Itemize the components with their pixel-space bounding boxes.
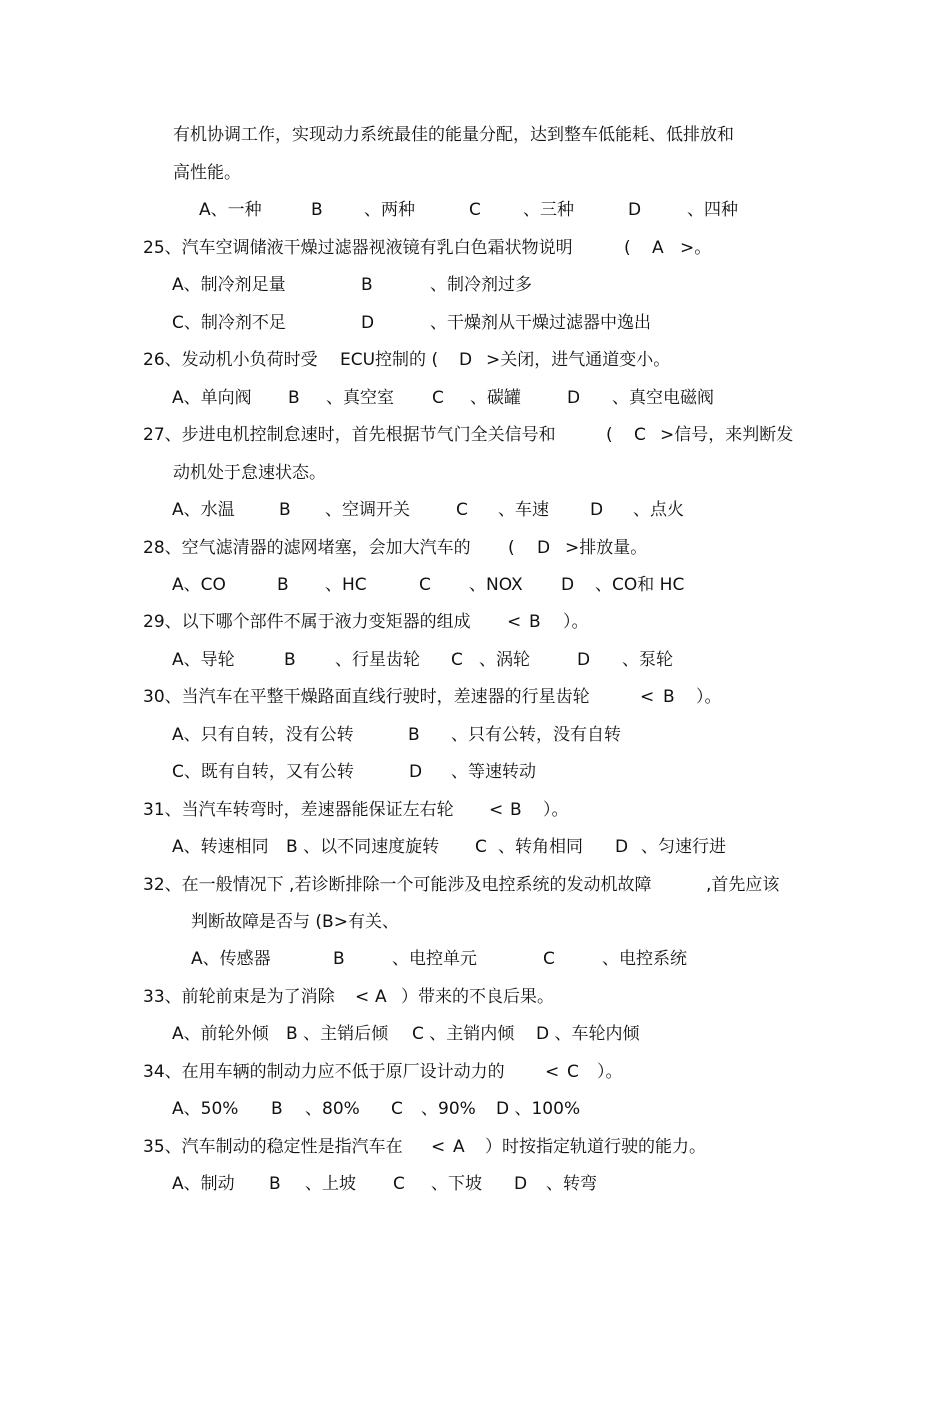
option-d-text: 、CO和 HC	[595, 575, 685, 595]
option-c-text: 、电控系统	[602, 949, 687, 969]
option-b-text: 、上坡	[305, 1174, 356, 1194]
option-c-text: 、车速	[498, 500, 549, 520]
option-c-text: 、转角相同	[498, 837, 583, 857]
option-c-letter: C	[419, 575, 431, 595]
option-b-text: 、HC	[325, 575, 367, 595]
option-b-text: 、两种	[364, 200, 415, 220]
question-line	[0, 535, 648, 561]
option-b-letter: B	[269, 1174, 281, 1194]
question-line	[0, 235, 712, 261]
option-c-text: 、下坡	[431, 1174, 482, 1194]
options-line	[0, 572, 685, 598]
option-d-text: 、等速转动	[451, 762, 536, 782]
option-d-text: 、泵轮	[622, 650, 673, 670]
option-d-letter: D	[514, 1174, 528, 1194]
question-tail: ）。	[563, 612, 589, 632]
answer-letter: B	[663, 687, 675, 707]
option-b: B 、以不同速度旋转	[286, 837, 440, 857]
question-tail: ）。	[543, 800, 569, 820]
question-tail: ,首先应该	[706, 875, 780, 895]
answer-letter: A	[375, 987, 387, 1007]
option-c-text: 、碳罐	[470, 388, 521, 408]
question-text: 27、步进电机控制怠速时，首先根据节气门全关信号和	[143, 425, 556, 445]
option-c-letter: C	[475, 837, 487, 857]
options-line	[0, 722, 621, 748]
option-c-text: 、三种	[523, 200, 574, 220]
option-d-text: 、四种	[687, 200, 738, 220]
question-text: 26、发动机小负荷时受	[143, 350, 318, 370]
option-d: D 、100%	[496, 1099, 581, 1119]
option-c-letter: C	[456, 500, 468, 520]
question-tail: ）时按指定轨道行驶的能力。	[485, 1137, 706, 1157]
options-line	[0, 647, 673, 673]
option-c-text: 、NOX	[469, 575, 523, 595]
option-d-text: 、转弯	[546, 1174, 597, 1194]
options-line	[0, 759, 536, 785]
question-text: 25、汽车空调储液干燥过滤器视液镜有乳白色霜状物说明	[143, 238, 573, 258]
line-text: 有机协调工作，实现动力系统最佳的能量分配，达到整车低能耗、低排放和	[173, 125, 734, 145]
question-line	[0, 422, 794, 448]
option-b-letter: B	[361, 275, 373, 295]
answer-letter: D	[459, 350, 473, 370]
option-c-letter: C	[451, 650, 463, 670]
option-a: A、转速相同	[172, 837, 269, 857]
answer-letter: C	[634, 425, 646, 445]
option-b-text: 、制冷剂过多	[430, 275, 532, 295]
options-line	[0, 197, 738, 223]
options-line	[0, 1171, 597, 1197]
question-text: 35、汽车制动的稳定性是指汽车在	[143, 1137, 403, 1157]
text-line	[0, 160, 241, 186]
bracket-open: <	[489, 800, 504, 820]
option-d: D 、车轮内倾	[536, 1024, 640, 1044]
option-d-letter: D	[577, 650, 591, 670]
question-line	[0, 1134, 706, 1160]
option-c-letter: C	[391, 1099, 403, 1119]
options-line	[0, 310, 651, 336]
question-line	[0, 797, 569, 823]
answer-letter: C	[567, 1062, 579, 1082]
option-c-text: 、涡轮	[479, 650, 530, 670]
question-line	[0, 609, 589, 635]
option-c-letter: C	[432, 388, 444, 408]
question-text-2: ECU控制的 (	[340, 350, 439, 370]
question-text: 28、空气滤清器的滤网堵塞，会加大汽车的	[143, 538, 471, 558]
option-d-letter: D	[361, 313, 375, 333]
answer-letter: A	[652, 238, 664, 258]
option-a: A、制冷剂足量	[172, 275, 286, 295]
bracket-open: <	[640, 687, 655, 707]
question-line	[0, 872, 780, 898]
option-a: A、传感器	[191, 949, 271, 969]
bracket-open: <	[545, 1062, 560, 1082]
option-b-letter: B	[279, 500, 291, 520]
text-line	[0, 460, 326, 486]
option-a: A、只有自转，没有公转	[172, 725, 354, 745]
options-line	[0, 385, 714, 411]
option-a: A、CO	[172, 575, 226, 595]
option-b-letter: B	[284, 650, 296, 670]
question-tail: >排放量。	[565, 538, 648, 558]
question-tail: ）。	[597, 1062, 623, 1082]
question-text: 33、前轮前束是为了消除	[143, 987, 335, 1007]
option-a: A、导轮	[172, 650, 235, 670]
option-d-letter: D	[590, 500, 604, 520]
question-tail: >信号，来判断发	[660, 425, 794, 445]
question-line	[0, 984, 554, 1010]
option-b-text: 、电控单元	[392, 949, 477, 969]
option-d-letter: D	[409, 762, 423, 782]
option-d-letter: D	[567, 388, 581, 408]
bracket-open: <	[355, 987, 370, 1007]
question-text: 32、在一般情况下 ,若诊断排除一个可能涉及电控系统的发动机故障	[143, 875, 652, 895]
option-b-letter: B	[333, 949, 345, 969]
option-c-letter: C	[393, 1174, 405, 1194]
option-b-text: 、空调开关	[325, 500, 410, 520]
line-text: 高性能。	[173, 163, 241, 183]
bracket-open: (	[624, 238, 631, 258]
option-b-letter: B	[288, 388, 300, 408]
option-a: A、制动	[172, 1174, 235, 1194]
option-b-text: 、80%	[305, 1099, 360, 1119]
option-a: A、一种	[199, 200, 262, 220]
option-b-letter: B	[311, 200, 323, 220]
option-a: A、水温	[172, 500, 235, 520]
options-line	[0, 834, 726, 860]
option-d-letter: D	[615, 837, 629, 857]
option-c: C 、主销内倾	[412, 1024, 515, 1044]
answer-letter: B	[510, 800, 522, 820]
text-line	[0, 122, 734, 148]
question-text: 30、当汽车在平整干燥路面直线行驶时，差速器的行星齿轮	[143, 687, 590, 707]
bracket-open: (	[606, 425, 613, 445]
option-c-text: 、90%	[421, 1099, 476, 1119]
options-line	[0, 1021, 640, 1047]
question-tail: >。	[680, 238, 712, 258]
answer-letter: A	[453, 1137, 465, 1157]
question-text: 34、在用车辆的制动力应不低于原厂设计动力的	[143, 1062, 505, 1082]
question-line	[0, 684, 722, 710]
question-text: 31、当汽车转弯时，差速器能保证左右轮	[143, 800, 454, 820]
option-d-text: 、干燥剂从干燥过滤器中逸出	[430, 313, 651, 333]
bracket-open: (	[508, 538, 515, 558]
option-d-text: 、真空电磁阀	[612, 388, 714, 408]
option-c-letter: C	[469, 200, 481, 220]
options-line	[0, 1096, 581, 1122]
line-text: 判断故障是否与 (B>有关、	[191, 912, 399, 932]
option-a: A、50%	[172, 1099, 239, 1119]
option-b-text: 、行星齿轮	[335, 650, 420, 670]
option-d-text: 、点火	[633, 500, 684, 520]
question-tail: >关闭，进气通道变小。	[486, 350, 671, 370]
text-line	[0, 909, 399, 935]
option-c: C、制冷剂不足	[172, 313, 286, 333]
option-d-text: 、匀速行进	[641, 837, 726, 857]
question-tail: ）。	[696, 687, 722, 707]
options-line	[0, 497, 684, 523]
option-c: C、既有自转，又有公转	[172, 762, 354, 782]
option-b-letter: B	[271, 1099, 283, 1119]
option-b-letter: B	[277, 575, 289, 595]
option-b-text: 、只有公转，没有自转	[451, 725, 621, 745]
option-d-letter: D	[561, 575, 575, 595]
option-a: A、前轮外倾	[172, 1024, 269, 1044]
options-line	[0, 272, 532, 298]
question-line	[0, 1059, 623, 1085]
answer-letter: B	[529, 612, 541, 632]
option-b-text: 、真空室	[326, 388, 394, 408]
line-text: 动机处于怠速状态。	[173, 463, 326, 483]
question-text: 29、以下哪个部件不属于液力变矩器的组成	[143, 612, 471, 632]
option-b: B 、主销后倾	[286, 1024, 389, 1044]
bracket-open: <	[431, 1137, 446, 1157]
answer-letter: D	[537, 538, 551, 558]
option-a: A、单向阀	[172, 388, 252, 408]
bracket-open: <	[507, 612, 522, 632]
question-line	[0, 347, 671, 373]
option-d-letter: D	[628, 200, 642, 220]
question-tail: ）带来的不良后果。	[401, 987, 554, 1007]
option-c-letter: C	[543, 949, 555, 969]
option-b-letter: B	[408, 725, 420, 745]
options-line	[0, 946, 687, 972]
